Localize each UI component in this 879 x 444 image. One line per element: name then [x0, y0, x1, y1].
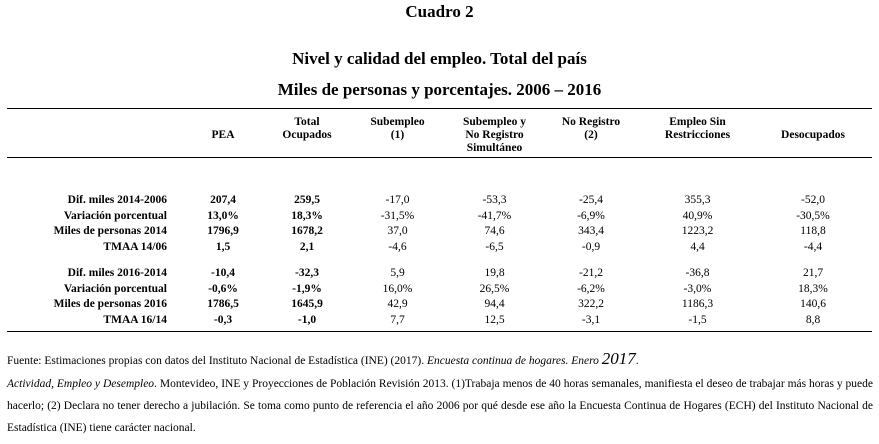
table-cell: 2,1: [299, 240, 315, 253]
footnotes: [7, 373, 873, 439]
source-survey-title: Encuesta continua de hogares. Enero: [426, 355, 602, 367]
table-cell: 26,5%: [479, 282, 510, 295]
table-cell: -25,4: [579, 194, 603, 206]
table-body-2014-2006: [7, 193, 872, 255]
table-cell: -6,5: [485, 240, 504, 253]
table-cell: 1678,2: [291, 225, 323, 237]
table-row: [7, 266, 872, 282]
table-cell: -21,2: [579, 267, 603, 279]
table-cell: -53,3: [482, 194, 507, 206]
table-cell: 1223,2: [681, 225, 714, 237]
table-cell: 1796,9: [207, 225, 239, 237]
table-cell: -4,6: [388, 240, 407, 253]
table-cell: 13,0%: [207, 209, 239, 222]
table-title: Nivel y calidad del empleo. Total del país: [292, 49, 587, 68]
table-cell: -1,9%: [292, 282, 322, 295]
table-cell: 16,0%: [382, 282, 413, 295]
table-cell: -10,4: [211, 267, 235, 279]
table-cell: 74,6: [484, 225, 505, 237]
row-label: Dif. miles 2014-2006: [67, 194, 167, 206]
table-cell: -4,4: [803, 240, 823, 253]
table-body-2016-2014: [7, 266, 872, 328]
table-cell: -41,7%: [477, 209, 512, 222]
source-note: [7, 348, 873, 372]
table-cell: -52,0: [801, 194, 825, 206]
table-row: [7, 209, 872, 225]
column-header-pea: PEA: [211, 129, 235, 141]
table-cell: -32,3: [295, 267, 319, 279]
table-cell: 1186,3: [681, 298, 714, 310]
column-header-empleo-sin-restricciones: Empleo Sin Restricciones: [664, 116, 731, 141]
table-cell: 94,4: [484, 298, 505, 310]
table-row: [7, 193, 872, 209]
table-cell: 18,3%: [291, 209, 323, 222]
row-label-header: [7, 109, 179, 177]
table-bottom-rule: [7, 331, 872, 332]
table-cell: 343,4: [578, 225, 604, 237]
table-spacer: [7, 255, 872, 266]
table-cell: -3,1: [581, 313, 601, 326]
table-cell: -6,2%: [577, 282, 605, 295]
table-cell: 18,3%: [798, 282, 828, 295]
table-cell: -0,9: [581, 240, 601, 253]
table-cell: 259,5: [294, 194, 320, 206]
table-cell: 42,9: [387, 298, 408, 310]
table-row: [7, 282, 872, 298]
table-row: [7, 297, 872, 313]
employment-table: [7, 109, 872, 328]
table-cell: 37,0: [387, 225, 408, 237]
row-label: TMAA 16/14: [103, 313, 167, 326]
table-cell: 322,2: [578, 298, 604, 310]
column-header-total-ocupados: Total Ocupados: [282, 116, 332, 141]
source-year: 2017: [601, 349, 636, 368]
table-cell: 12,5: [484, 313, 505, 326]
table-cell: 4,4: [690, 240, 705, 253]
table-row: [7, 224, 872, 240]
table-cell: -0,6%: [208, 282, 238, 295]
table-cell: 1786,5: [207, 298, 239, 310]
table-cell: -30,5%: [796, 209, 830, 222]
table-cell: 1,5: [215, 240, 231, 253]
table-cell: -6,9%: [577, 209, 605, 222]
row-label: Dif. miles 2016-2014: [67, 267, 167, 279]
table-cell: 140,6: [800, 298, 826, 310]
column-header-subempleo-no-registro: Subempleo y No Registro Simultáneo: [463, 116, 526, 154]
row-label: Variación porcentual: [63, 282, 167, 295]
row-label: Variación porcentual: [63, 209, 167, 222]
table-cell: -31,5%: [380, 209, 415, 222]
table-cell: 7,7: [390, 313, 405, 326]
column-header-subempleo: Subempleo (1): [370, 116, 425, 141]
table-row: [7, 240, 872, 256]
row-label: Miles de personas 2014: [53, 225, 167, 237]
table-cell: -3,0%: [683, 282, 712, 295]
table-row: [7, 313, 872, 329]
table-cell: -17,0: [385, 194, 410, 206]
row-label: TMAA 14/06: [103, 240, 167, 253]
table-cell: 118,8: [800, 225, 826, 237]
table-cell: -1,5: [688, 313, 707, 326]
column-header-no-registro: No Registro (2): [561, 116, 621, 141]
table-cell: 355,3: [684, 194, 711, 206]
row-label: Miles de personas 2016: [53, 298, 167, 310]
table-cell: 5,9: [390, 267, 405, 279]
table-cell: 40,9%: [682, 209, 713, 222]
table-cell: 8,8: [805, 313, 821, 326]
notes-publication-title: Actividad, Empleo y Desempleo: [7, 378, 155, 390]
table-number: Cuadro 2: [405, 2, 474, 21]
table-subtitle: Miles de personas y porcentajes. 2006 – 2016: [277, 80, 602, 99]
table-cell: -36,8: [685, 267, 710, 279]
table-cell: -0,3: [213, 313, 233, 326]
table-cell: 1645,9: [291, 298, 323, 310]
table-header-row: [7, 109, 872, 177]
source-end: .: [635, 355, 639, 367]
table-cell: 19,8: [484, 267, 505, 279]
source-text: Fuente: Estimaciones propias con datos del Instituto Nacional de Estadística (INE) (2017).: [7, 355, 427, 367]
notes-text: . Montevideo, INE y Proyecciones de Población Revisión 2013. (1)Trabaja menos de 40 horas semanales, manifiesta el deseo de trabajar más horas y puede hacerlo; (2) Declara no tener derecho a jubilación. Se toma como punto de referencia el año 2006 por qué desde ese año la Encuesta Continua de Hogares (ECH) del Instituto Nacional de Estadística (INE) tiene carácter nacional.: [7, 378, 873, 434]
table-cell: 21,7: [802, 267, 824, 279]
table-cell: 207,4: [210, 194, 236, 206]
table-cell: -1,0: [297, 313, 317, 326]
column-header-desocupados: Desocupados: [781, 129, 845, 141]
